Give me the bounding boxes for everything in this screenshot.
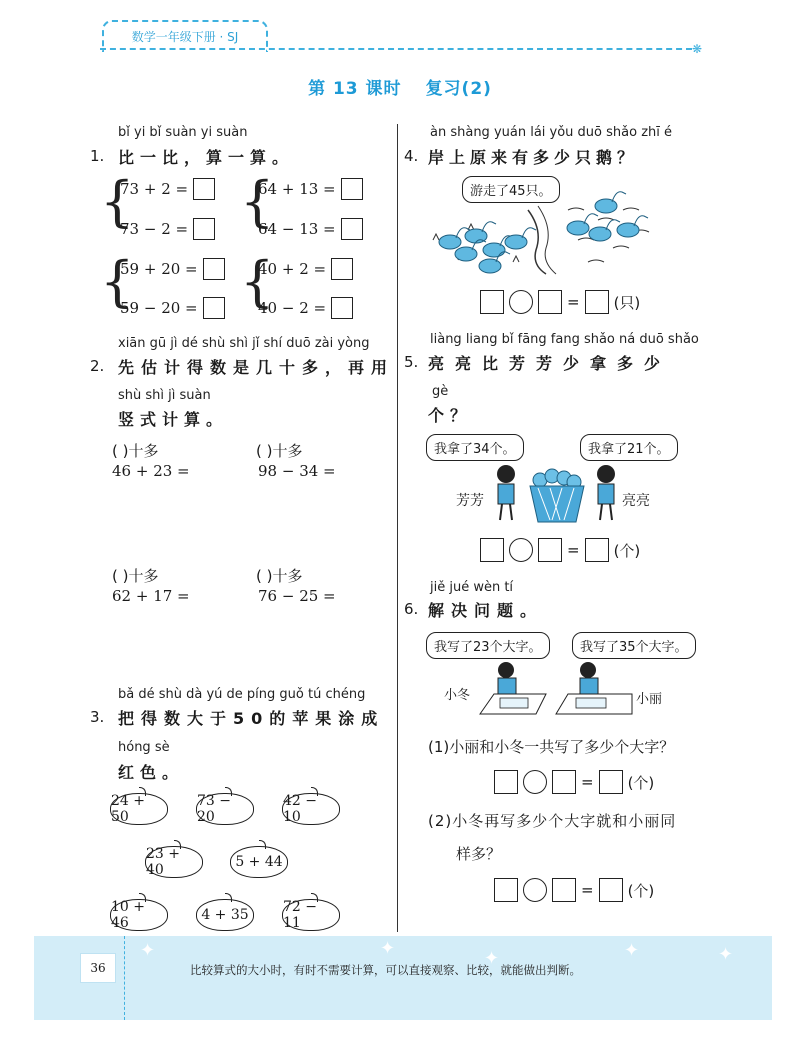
star-icon: ✦ <box>380 938 396 959</box>
q2-expression: 76 − 25 = <box>258 587 336 605</box>
name-label: 亮亮 <box>622 493 650 509</box>
page-number: 36 <box>80 953 116 983</box>
q1-equation-row: 64 − 13 = <box>258 218 363 240</box>
header-rule-end-dot: ❋ <box>692 42 703 56</box>
q4-pinyin: àn shàng yuán lái yǒu duō shǎo zhī é <box>430 125 672 140</box>
q1-equation-row: 59 + 20 = <box>120 258 225 280</box>
unit-label: (个) <box>627 881 655 900</box>
q6-subquestion-2-line2: 样多？ <box>456 845 502 863</box>
q6-subquestion-1: (1)小丽和小冬一共写了多少个大字？ <box>428 738 675 756</box>
q1-equation-row: 73 − 2 = <box>120 218 215 240</box>
footer-divider <box>124 936 125 1020</box>
apple[interactable]: 10 + 46 <box>110 899 168 931</box>
answer-box[interactable] <box>480 290 504 314</box>
answer-box[interactable] <box>585 290 609 314</box>
answer-box[interactable] <box>599 878 623 902</box>
answer-box[interactable] <box>331 297 353 319</box>
q3-title-line2: 红色。 <box>118 763 185 782</box>
q6-answer-row-2: = (个) <box>494 878 654 902</box>
q2-expression: 62 + 17 = <box>112 587 190 605</box>
q3-pinyin-line2: hóng sè <box>118 740 170 755</box>
q6-subquestion-2-line1: (2)小冬再写多少个大字就和小丽同 <box>428 812 677 830</box>
q1-equation-row: 64 + 13 = <box>258 178 363 200</box>
star-icon: ✦ <box>718 944 734 965</box>
apple[interactable]: 72 − 11 <box>282 899 340 931</box>
speech-bubble: 我写了35个大字。 <box>572 632 696 659</box>
estimate-blank[interactable]: ( )十多 <box>112 442 159 460</box>
footer-tip: 比较算式的大小时，有时不需要计算，可以直接观察、比较，就能做出判断。 <box>190 963 581 977</box>
answer-box[interactable] <box>193 178 215 200</box>
q4-title: 岸上原来有多少只鹅？ <box>428 148 639 167</box>
q1-equation-row: 73 + 2 = <box>120 178 215 200</box>
answer-box[interactable] <box>341 178 363 200</box>
apple[interactable]: 73 − 20 <box>196 793 254 825</box>
answer-box[interactable] <box>203 297 225 319</box>
answer-box[interactable] <box>552 878 576 902</box>
q1-equation-row: 40 − 2 = <box>258 297 353 319</box>
apple[interactable]: 42 − 10 <box>282 793 340 825</box>
apple[interactable]: 23 + 40 <box>145 846 203 878</box>
q2-pinyin-line2: shù shì jì suàn <box>118 388 211 403</box>
answer-box[interactable] <box>538 538 562 562</box>
star-icon: ✦ <box>624 940 640 961</box>
q1-equation-row: 59 − 20 = <box>120 297 225 319</box>
answer-box[interactable] <box>203 258 225 280</box>
q5-number: 5. <box>404 353 419 371</box>
q6-answer-row-1: = (个) <box>494 770 654 794</box>
q4-number: 4. <box>404 147 419 165</box>
speech-bubble: 我拿了21个。 <box>580 434 678 461</box>
brace: { <box>100 170 135 233</box>
unit-label: (个) <box>627 773 655 792</box>
q2-title-line1: 先估计得数是几十多，再用 <box>118 358 395 377</box>
unit-label: (只) <box>613 293 641 312</box>
q5-pinyin-line2: gè <box>432 384 449 399</box>
q5-title-line2: 个？ <box>428 406 473 425</box>
operator-circle[interactable] <box>523 770 547 794</box>
basket-scene-illustration <box>488 462 628 528</box>
answer-box[interactable] <box>494 878 518 902</box>
answer-box[interactable] <box>193 218 215 240</box>
lesson-topic: 复习(2) <box>425 79 492 99</box>
header-rule <box>100 48 692 50</box>
apple[interactable]: 24 + 50 <box>110 793 168 825</box>
q1-pinyin: bǐ yi bǐ suàn yi suàn <box>118 125 248 140</box>
answer-box[interactable] <box>331 258 353 280</box>
q2-expression: 46 + 23 = <box>112 462 190 480</box>
brace: { <box>100 250 135 313</box>
q2-pinyin-line1: xiān gū jì dé shù shì jǐ shí duō zài yòng <box>118 336 370 351</box>
q3-number: 3. <box>90 708 105 726</box>
unit-label: (个) <box>613 541 641 560</box>
answer-box[interactable] <box>585 538 609 562</box>
q5-title-line1: 亮亮比芳芳少拿多少 <box>428 354 672 373</box>
q3-pinyin-line1: bǎ dé shù dà yú de píng guǒ tú chéng <box>118 687 366 702</box>
estimate-blank[interactable]: ( )十多 <box>112 567 159 585</box>
answer-box[interactable] <box>552 770 576 794</box>
speech-bubble: 游走了45只。 <box>462 176 560 203</box>
speech-bubble: 我写了23个大字。 <box>426 632 550 659</box>
brace: { <box>240 170 275 233</box>
brace: { <box>240 250 275 313</box>
lesson-number: 第 13 课时 <box>308 79 402 99</box>
estimate-blank[interactable]: ( )十多 <box>256 442 303 460</box>
answer-box[interactable] <box>494 770 518 794</box>
operator-circle[interactable] <box>509 290 533 314</box>
q6-pinyin: jiě jué wèn tí <box>430 580 514 595</box>
writing-scene-illustration <box>476 660 636 722</box>
q1-equation-row: 40 + 2 = <box>258 258 353 280</box>
answer-box[interactable] <box>341 218 363 240</box>
answer-box[interactable] <box>599 770 623 794</box>
q4-answer-row: = (只) <box>480 290 640 314</box>
q2-number: 2. <box>90 357 105 375</box>
operator-circle[interactable] <box>523 878 547 902</box>
star-icon: ✦ <box>484 948 500 969</box>
name-label: 芳芳 <box>456 493 484 509</box>
operator-circle[interactable] <box>509 538 533 562</box>
star-icon: ✦ <box>140 940 156 961</box>
answer-box[interactable] <box>480 538 504 562</box>
q6-title: 解决问题。 <box>428 601 544 620</box>
name-label: 小丽 <box>636 692 663 707</box>
q3-title-line1: 把得数大于50的苹果涂成 <box>118 709 385 728</box>
q2-title-line2: 竖式计算。 <box>118 410 229 429</box>
q6-number: 6. <box>404 600 419 618</box>
q1-title: 比一比，算一算。 <box>118 148 295 167</box>
apple[interactable]: 5 + 44 <box>230 846 288 878</box>
column-divider <box>397 124 398 932</box>
answer-box[interactable] <box>538 290 562 314</box>
speech-bubble: 我拿了34个。 <box>426 434 524 461</box>
page-title <box>0 74 800 99</box>
q2-expression: 98 − 34 = <box>258 462 336 480</box>
q1-number: 1. <box>90 147 105 165</box>
name-label: 小冬 <box>444 688 471 703</box>
q5-pinyin-line1: liàng liang bǐ fāng fang shǎo ná duō shǎo <box>430 332 699 347</box>
q5-answer-row: = (个) <box>480 538 640 562</box>
book-label: 数学一年级下册 · SJ <box>102 20 268 52</box>
estimate-blank[interactable]: ( )十多 <box>256 567 303 585</box>
apple[interactable]: 4 + 35 <box>196 899 254 931</box>
